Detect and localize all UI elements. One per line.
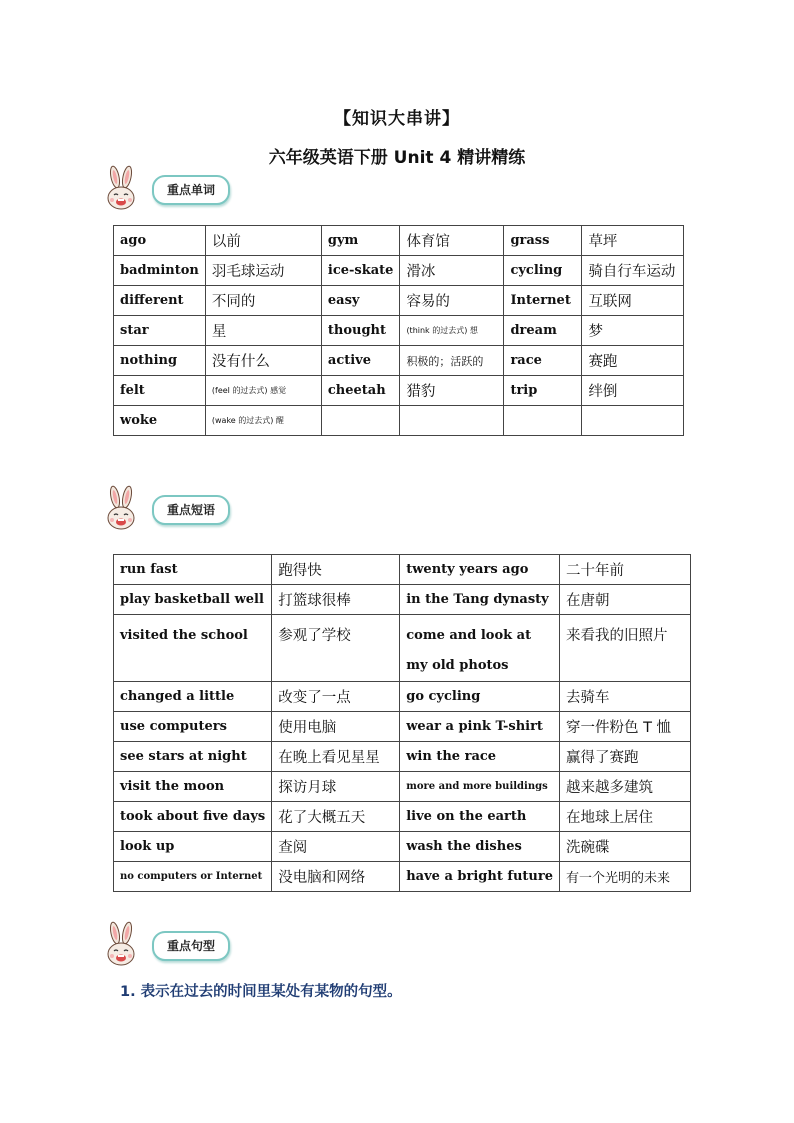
phrase-cn: 洗碗碟 [559,832,690,862]
vocab-word: easy [321,286,400,316]
vocab-word: active [321,346,400,376]
vocab-meaning: (feel 的过去式) 感觉 [205,376,321,406]
phrase-en: more and more buildings [400,772,560,802]
vocab-word: felt [114,376,206,406]
section-header-phrases [100,485,240,533]
table-row [114,742,691,772]
phrase-en: see stars at night [114,742,272,772]
page-title: 【知识大串讲】 [334,109,460,129]
vocab-word: Internet [504,286,582,316]
vocab-meaning: 滑冰 [400,256,504,286]
phrase-cn: 探访月球 [272,772,400,802]
phrase-cn: 打篮球很棒 [272,585,400,615]
vocab-word: race [504,346,582,376]
vocab-meaning: 互联网 [582,286,684,316]
table-row [114,346,684,376]
phrase-en: visit the moon [114,772,272,802]
table-row [114,406,684,436]
vocab-word: thought [321,316,400,346]
section-header-sentences [100,921,240,969]
vocab-word: different [114,286,206,316]
vocab-meaning: 绊倒 [582,376,684,406]
vocab-meaning: 梦 [582,316,684,346]
table-row [114,862,691,892]
phrase-en: in the Tang dynasty [400,585,560,615]
table-row [114,712,691,742]
phrase-en: look up [114,832,272,862]
vocab-word: star [114,316,206,346]
phrase-cn: 在唐朝 [559,585,690,615]
table-row [114,615,691,682]
table-row [114,256,684,286]
phrase-cn: 改变了一点 [272,682,400,712]
vocab-word: gym [321,226,400,256]
vocab-meaning [400,406,504,436]
phrase-en: wash the dishes [400,832,560,862]
vocab-meaning: (wake 的过去式) 醒 [205,406,321,436]
phrase-cn: 穿一件粉色 T 恤 [559,712,690,742]
vocab-meaning: 没有什么 [205,346,321,376]
table-row [114,376,684,406]
sentence-point-1: 1. 表示在过去的时间里某处有某物的句型。 [120,984,402,1000]
phrase-cn: 在地球上居住 [559,802,690,832]
phrase-cn: 赢得了赛跑 [559,742,690,772]
phrase-cn: 越来越多建筑 [559,772,690,802]
phrase-cn: 查阅 [272,832,400,862]
phrase-cn: 二十年前 [559,555,690,585]
phrase-cn: 有一个光明的未来 [559,862,690,892]
section-badge-phrases: 重点短语 [152,495,230,525]
vocab-meaning: (think 的过去式) 想 [400,316,504,346]
phrase-en: wear a pink T-shirt [400,712,560,742]
vocab-word: grass [504,226,582,256]
vocab-meaning: 羽毛球运动 [205,256,321,286]
vocab-meaning: 骑自行车运动 [582,256,684,286]
phrase-en: no computers or Internet [114,862,272,892]
vocab-meaning: 积极的；活跃的 [400,346,504,376]
page-subtitle: 六年级英语下册 Unit 4 精讲精练 [268,148,526,168]
table-row [114,226,684,256]
phrase-en: run fast [114,555,272,585]
table-row [114,682,691,712]
vocab-meaning: 草坪 [582,226,684,256]
vocab-meaning: 不同的 [205,286,321,316]
vocab-word: woke [114,406,206,436]
vocab-meaning: 容易的 [400,286,504,316]
phrase-en: changed a little [114,682,272,712]
phrase-cn: 没电脑和网络 [272,862,400,892]
section-badge-words: 重点单词 [152,175,230,205]
table-row [114,802,691,832]
vocab-word: trip [504,376,582,406]
phrase-cn: 来看我的旧照片 [559,615,690,682]
vocab-word [321,406,400,436]
phrase-en: visited the school [114,615,272,682]
vocab-meaning: 星 [205,316,321,346]
phrases-table [113,554,691,892]
phrase-cn: 参观了学校 [272,615,400,682]
vocab-word: ago [114,226,206,256]
vocab-word: cycling [504,256,582,286]
table-row [114,832,691,862]
vocab-word: ice-skate [321,256,400,286]
phrase-cn: 使用电脑 [272,712,400,742]
phrase-en: took about five days [114,802,272,832]
phrase-en: use computers [114,712,272,742]
vocab-word [504,406,582,436]
phrase-en: win the race [400,742,560,772]
phrase-en: come and look at my old photos [400,615,560,682]
vocab-meaning: 赛跑 [582,346,684,376]
phrase-cn: 跑得快 [272,555,400,585]
phrase-cn: 去骑车 [559,682,690,712]
rabbit-icon [100,485,146,533]
phrase-en: twenty years ago [400,555,560,585]
vocab-meaning: 猎豹 [400,376,504,406]
rabbit-icon [100,165,146,213]
table-row [114,772,691,802]
section-header-words [100,165,240,213]
table-row [114,286,684,316]
vocab-meaning: 以前 [205,226,321,256]
table-row [114,555,691,585]
vocab-word: cheetah [321,376,400,406]
table-row [114,316,684,346]
rabbit-icon [100,921,146,969]
phrase-cn: 花了大概五天 [272,802,400,832]
vocab-table [113,225,684,436]
phrase-en: live on the earth [400,802,560,832]
section-badge-sentences: 重点句型 [152,931,230,961]
phrase-en: have a bright future [400,862,560,892]
vocab-word: dream [504,316,582,346]
vocab-word: nothing [114,346,206,376]
table-row [114,585,691,615]
vocab-meaning [582,406,684,436]
phrase-en: play basketball well [114,585,272,615]
phrase-en: go cycling [400,682,560,712]
vocab-word: badminton [114,256,206,286]
vocab-meaning: 体育馆 [400,226,504,256]
phrase-cn: 在晚上看见星星 [272,742,400,772]
